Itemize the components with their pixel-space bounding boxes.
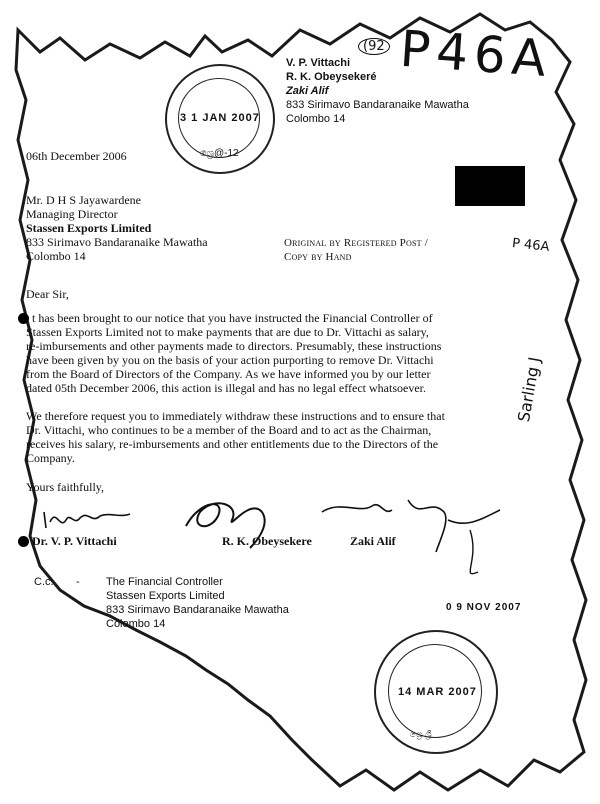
handwritten-margin-note: Sarling J bbox=[514, 355, 545, 424]
paragraph-1-line-4: have been given by you on the basis of your action purporting to remove Dr. Vittachi bbox=[26, 353, 434, 367]
recipient-address-line2: Colombo 14 bbox=[26, 249, 86, 263]
cc-line-3: 833 Sirimavo Bandaranaike Mawatha bbox=[106, 604, 289, 616]
paragraph-2-line-2: Dr. Vittachi, who continues to be a member of the Board and to act as the Chairman, bbox=[26, 423, 432, 437]
received-stamp-top-text: ශ්‍රෙ@-12 bbox=[200, 148, 239, 159]
date-stamp-middle: 0 9 NOV 2007 bbox=[446, 602, 522, 613]
paragraph-2-line-3: receives his salary, re-imbursements and other entitlements due to the Directors of the bbox=[26, 437, 439, 451]
delivery-line2: Copy by Hand bbox=[284, 251, 352, 263]
cc-label: C.c. bbox=[34, 576, 54, 588]
received-stamp-bottom-text: ශ්‍රෙ ශ්‍රී bbox=[410, 729, 432, 739]
cc-line-2: Stassen Exports Limited bbox=[106, 590, 225, 602]
handwritten-side-code: P 46A bbox=[511, 236, 551, 255]
cc-line-4: Colombo 14 bbox=[106, 618, 166, 630]
header-address-line2: Colombo 14 bbox=[286, 113, 346, 125]
handwritten-number: (92 bbox=[358, 38, 390, 55]
recipient-company: Stassen Exports Limited bbox=[26, 221, 152, 235]
closing: Yours faithfully, bbox=[26, 480, 105, 494]
paragraph-1-line-2: Stassen Exports Limited not to make payments that are due to Dr. Vittachi as salary, bbox=[26, 325, 429, 339]
delivery-line1: Original by Registered Post / bbox=[284, 237, 428, 249]
header-signatory-1: V. P. Vittachi bbox=[286, 57, 351, 69]
hole-punch-bottom bbox=[18, 536, 29, 547]
header-signatory-2: R. K. Obeysekeré bbox=[286, 71, 377, 83]
salutation: Dear Sir, bbox=[26, 287, 69, 301]
redacted-block bbox=[455, 166, 525, 206]
paragraph-1-line-3: re-imbursements and other payments made to directors. Presumably, these instructions bbox=[26, 339, 442, 353]
hole-punch-top bbox=[18, 313, 29, 324]
received-stamp-top-date: 3 1 JAN 2007 bbox=[180, 112, 260, 124]
signature-name-1: Dr. V. P. Vittachi bbox=[32, 534, 117, 548]
paragraph-1-line-5: from the Board of Directors of the Company. As we have informed you by our letter bbox=[26, 367, 431, 381]
signature-name-3: Zaki Alif bbox=[350, 534, 396, 548]
header-address-line1: 833 Sirimavo Bandaranaike Mawatha bbox=[286, 99, 469, 111]
paragraph-1-line-1: t has been brought to our notice that you have instructed the Financial Controller of bbox=[32, 311, 433, 325]
cc-line-1: The Financial Controller bbox=[106, 576, 223, 588]
handwritten-exhibit-code: P46A bbox=[398, 19, 554, 89]
recipient-name: Mr. D H S Jayawardene bbox=[26, 193, 141, 207]
cc-dash: - bbox=[76, 576, 80, 588]
recipient-title: Managing Director bbox=[26, 207, 118, 221]
paragraph-2-line-4: Company. bbox=[26, 451, 75, 465]
received-stamp-bottom-date: 14 MAR 2007 bbox=[398, 686, 477, 698]
header-signatory-3: Zaki Alif bbox=[286, 85, 329, 97]
signature-name-2: R. K. Obeysekere bbox=[222, 534, 312, 548]
paragraph-2-line-1: We therefore request you to immediately withdraw these instructions and to ensure that bbox=[26, 409, 445, 423]
letter-date: 06th December 2006 bbox=[26, 149, 127, 163]
paragraph-1-line-6: dated 05th December 2006, this action is illegal and has no legal effect whatsoever. bbox=[26, 381, 426, 395]
recipient-address-line1: 833 Sirimavo Bandaranaike Mawatha bbox=[26, 235, 208, 249]
